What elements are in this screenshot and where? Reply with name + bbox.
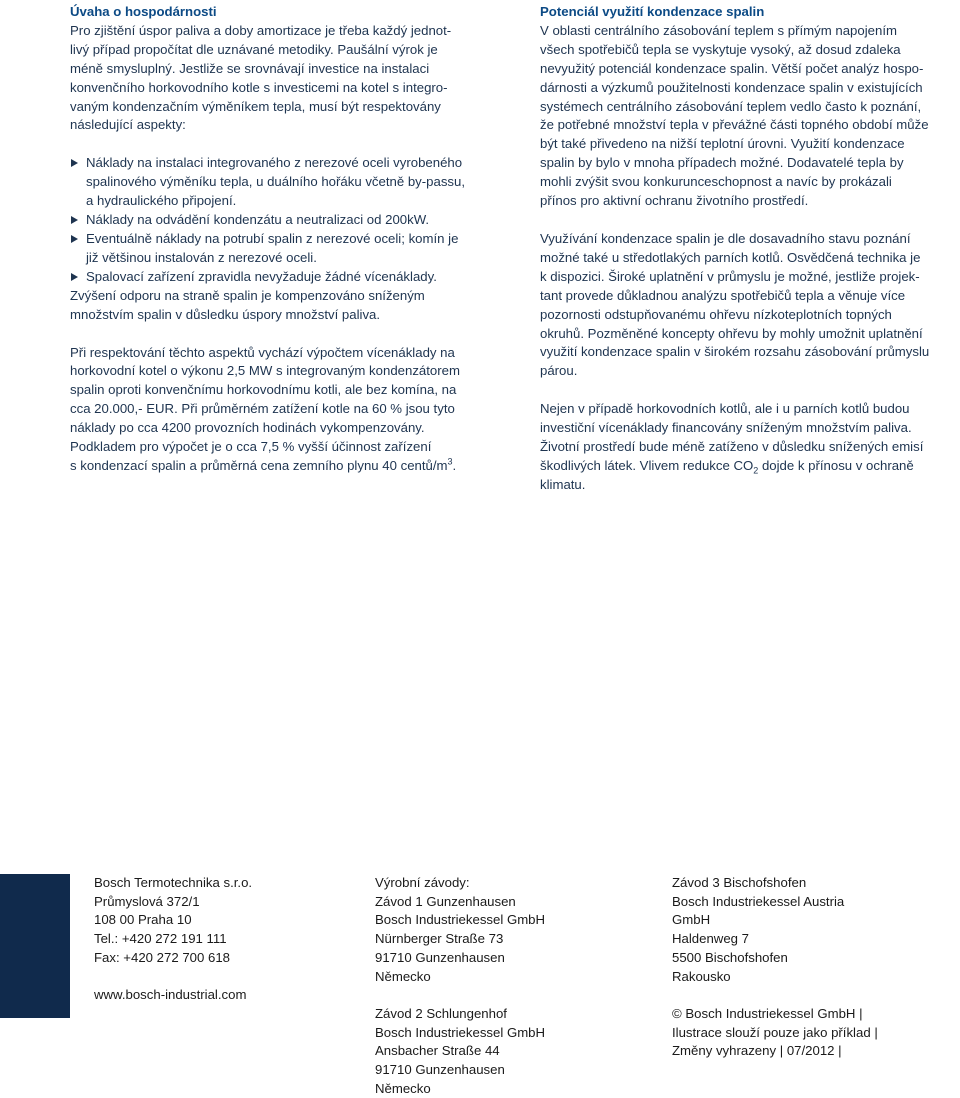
intro-paragraph — [70, 22, 504, 135]
text-line: možné také u středotlakých parních kotlů. Osvědčená technika je — [540, 249, 921, 265]
text-line: k dispozici. Široké uplatnění v průmyslu je možné, jestliže projek- — [540, 268, 920, 284]
plant-3-street: Haldenweg 7 — [672, 931, 749, 947]
text-line: systémech centrálního zásobování teplem vedlo často k poznání, — [540, 98, 922, 114]
triangle-bullet-icon — [71, 159, 78, 167]
text-line: využití kondenzace spalin v širokém rozsahu zásobování průmyslu — [540, 344, 930, 360]
plant-3-name: Závod 3 Bischofshofen — [672, 875, 807, 890]
plant-2-street: Ansbacher Straße 44 — [375, 1043, 500, 1059]
text-line: okruhů. Pozměněné koncepty ohřevu by mohly umožnit uplatnění — [540, 325, 923, 341]
text-line: pozornosti odstupňovanému ohřevu nízkoteplotních topných — [540, 306, 892, 322]
text-line: spalin oproti konvenčnímu horkovodnímu kotli, ale bez komína, na — [70, 382, 457, 398]
text-line: klimatu. — [540, 476, 586, 492]
bullet-continuation — [70, 287, 504, 325]
text-line: investiční vícenáklady financovány sníženým množstvím paliva. — [540, 420, 912, 436]
plant-3-country: Rakousko — [672, 968, 731, 984]
text-line: mohli zvýšit svou konkurunceschopnost a navíc by prokázali — [540, 174, 892, 190]
steam-boiler-paragraph — [540, 230, 960, 381]
text-line: méně smysluplný. Jestliže se srovnávají investice na instalaci — [70, 60, 430, 76]
text-line: . — [452, 457, 457, 473]
plant-2-country: Německo — [375, 1080, 431, 1096]
text-line: horkovodní kotel o výkonu 2,5 MW s integrovaným kondenzátorem — [70, 363, 460, 379]
plant-1-country: Německo — [375, 968, 431, 984]
fax-number: Fax: +420 272 700 618 — [94, 949, 231, 965]
condensation-heading: Potenciál využití kondenzace spalin — [540, 4, 765, 19]
text-line: Náklady na instalaci integrovaného z nerezové oceli vyrobeného — [86, 155, 463, 171]
list-item — [70, 230, 504, 268]
plant-2-name: Závod 2 Schlungenhof — [375, 1005, 507, 1021]
text-line: s kondenzací spalin a průměrná cena zemního plynu 40 centů/m — [70, 457, 448, 473]
list-item — [70, 154, 504, 211]
text-line: tant provede důkladnou analýzu spotřebičů tepla a věnuje více — [540, 287, 906, 303]
plants-column — [375, 874, 635, 1098]
calculation-paragraph — [70, 344, 504, 476]
brand-color-bar — [0, 874, 70, 1018]
text-line: párou. — [540, 363, 578, 379]
left-column — [70, 3, 504, 476]
plant-3-column — [672, 874, 957, 1061]
text-line: V oblasti centrálního zásobování teplem s přímým napojením — [540, 22, 897, 38]
text-line: škodlivých látek. Vlivem redukce CO — [540, 457, 754, 473]
plant-3-company-suffix: GmbH — [672, 912, 711, 928]
changes-reserved: Změny vyhrazeny | 07/2012 | — [672, 1043, 842, 1059]
plant-2-company: Bosch Industriekessel GmbH — [375, 1024, 546, 1040]
text-line: následující aspekty: — [70, 117, 186, 133]
list-item — [70, 211, 504, 230]
text-line: cca 20.000,- EUR. Při průměrném zatížení kotle na 60 % jsou tyto — [70, 401, 455, 417]
triangle-bullet-icon — [71, 273, 78, 281]
text-line: již většinou instalován z nerezové oceli. — [86, 249, 317, 265]
triangle-bullet-icon — [71, 235, 78, 243]
subscript: 2 — [753, 465, 759, 476]
plant-3-city: 5500 Bischofshofen — [672, 949, 788, 965]
potential-paragraph — [540, 22, 960, 211]
plant-1-company: Bosch Industriekessel GmbH — [375, 912, 546, 928]
text-line: livý případ propočítat dle uznávané metodiky. Paušální výrok je — [70, 41, 438, 57]
cost-aspects-list — [70, 154, 504, 286]
text-line: Náklady na odvádění kondenzátu a neutralizaci od 200kW. — [86, 212, 430, 228]
illustration-disclaimer: Ilustrace slouží pouze jako příklad | — [672, 1024, 878, 1040]
text-line: Životní prostředí bude méně zatíženo v důsledku snížených emisí — [540, 439, 924, 455]
copyright-line: © Bosch Industriekessel GmbH | — [672, 1005, 863, 1021]
text-line: Zvýšení odporu na straně spalin je kompenzováno sníženým — [70, 287, 425, 303]
street-address: Průmyslová 372/1 — [94, 893, 200, 909]
text-line: že potřebné množství tepla v převážné části topného období může — [540, 117, 929, 133]
phone-number: Tel.: +420 272 191 111 — [94, 931, 227, 947]
text-line: všech spotřebičů tepla se vyskytuje vysoký, až dosud zdaleka — [540, 41, 901, 57]
text-line: a hydraulického připojení. — [86, 193, 237, 209]
text-line: konvenčního horkovodního kotle s investicemi na kotel s integro- — [70, 79, 448, 95]
text-line: vaným kondenzačním výměníkem tepla, musí být respektovány — [70, 98, 441, 114]
text-line: dárnosti a výzkumů použitelnosti kondenzace spalin v existujících — [540, 79, 923, 95]
plant-1-street: Nürnberger Straße 73 — [375, 931, 504, 947]
company-address — [94, 874, 354, 1005]
text-line: dojde k přínosu v ochraně — [758, 457, 914, 473]
text-line: spalinového výměníku tepla, u duálního hořáku včetně by-passu, — [86, 174, 466, 190]
text-line: Spalovací zařízení zpravidla nevyžaduje žádné vícenáklady. — [86, 268, 437, 284]
list-item — [70, 268, 504, 287]
text-line: množstvím spalin v důsledku úspory množství paliva. — [70, 306, 381, 322]
postal-city: 108 00 Praha 10 — [94, 912, 192, 928]
text-line: Nejen v případě horkovodních kotlů, ale i u parních kotlů budou — [540, 401, 910, 417]
triangle-bullet-icon — [71, 216, 78, 224]
text-line: Využívání kondenzace spalin je dle dosavadního stavu poznání — [540, 230, 911, 246]
website-link[interactable]: www.bosch-industrial.com — [94, 987, 247, 1003]
text-line: Podkladem pro výpočet je o cca 7,5 % vyšší účinnost zařízení — [70, 439, 432, 455]
text-line: nevyužitý potenciál kondenzace spalin. Větší počet analýz hospo- — [540, 60, 924, 76]
plant-1-name: Závod 1 Gunzenhausen — [375, 893, 516, 909]
plant-1-city: 91710 Gunzenhausen — [375, 949, 505, 965]
plant-3-company: Bosch Industriekessel Austria — [672, 893, 845, 909]
text-line: být také přivedeno na nižší teplotní úrovni. Využití kondenzace — [540, 136, 905, 152]
company-name: Bosch Termotechnika s.r.o. — [94, 875, 253, 890]
text-line: Při respektování těchto aspektů vychází výpočtem vícenáklady na — [70, 344, 455, 360]
plants-heading: Výrobní závody: — [375, 875, 470, 890]
plant-2-city: 91710 Gunzenhausen — [375, 1062, 505, 1078]
text-line: spalin by bylo v mnoha případech možné. Dodavatelé tepla by — [540, 155, 904, 171]
text-line: Pro zjištění úspor paliva a doby amortizace je třeba každý jednot- — [70, 22, 452, 38]
text-line: přínos pro aktivní ochranu životního prostředí. — [540, 193, 809, 209]
right-column — [540, 3, 960, 495]
text-line: náklady po cca 4200 provozních hodinách vykompenzovány. — [70, 420, 425, 436]
text-line: Eventuálně náklady na potrubí spalin z nerezové oceli; komín je — [86, 230, 459, 246]
environment-paragraph — [540, 400, 960, 495]
superscript: 3 — [447, 456, 453, 467]
economy-heading: Úvaha o hospodárnosti — [70, 4, 217, 19]
